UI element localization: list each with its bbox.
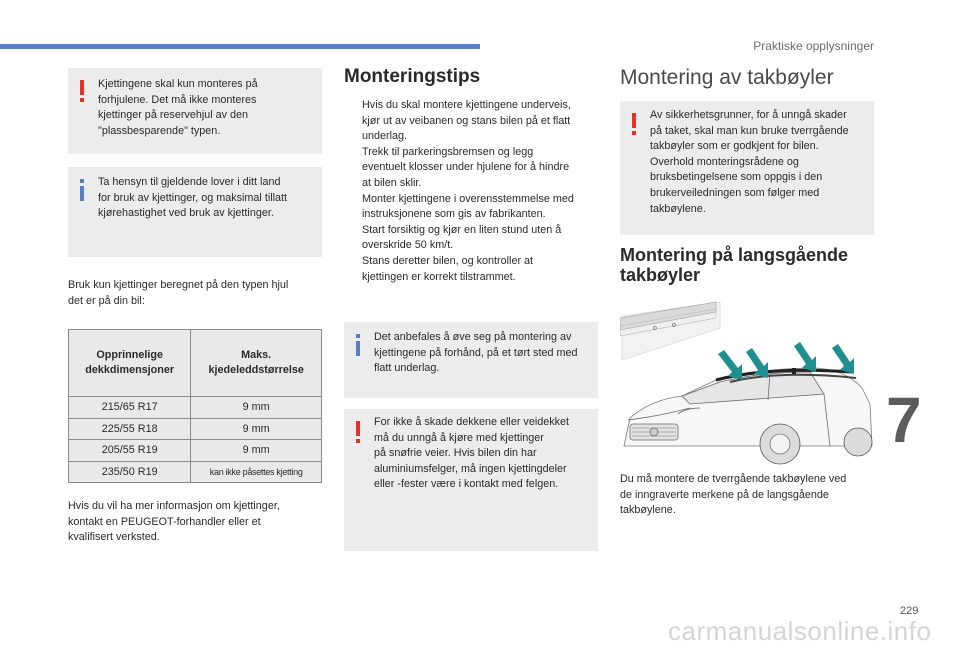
column-header-tyre-size: Opprinnelige dekkdimensjoner — [69, 330, 191, 397]
svg-text:o: o — [672, 322, 676, 329]
table-cell: 225/55 R18 — [69, 418, 191, 440]
info-box-practice — [344, 322, 598, 398]
table-cell: 9 mm — [191, 397, 322, 419]
car-illustration — [624, 368, 872, 464]
warning-text: Kjettingene skal kun monteres på forhjulene. Det må ikke monteres kjettinger på reservehjul av den "plassbesparende" typen. — [98, 78, 258, 137]
roof-bar-caption: Du må montere de tverrgående takbøylene ved de inngraverte merkene på de langsgående takbøylene. — [620, 473, 847, 517]
table-row — [69, 440, 322, 462]
warning-text: For ikke å skade dekkene eller veidekket må du unngå å kjøre med kjettinger på snøfrie veier. Hvis bilen din har aluminiumsfelger, må ingen kjettingdeler eller -fester være i kontakt med felgen. — [374, 416, 570, 491]
info-icon — [356, 334, 361, 356]
list-item: Monter kjettingene i overensstemmelse med instruksjonene som gis av fabrikanten. — [362, 192, 574, 221]
roof-bar-illustration — [620, 296, 874, 466]
section-title: Praktiske opplysninger — [753, 39, 874, 53]
page-number: 229 — [900, 605, 919, 617]
chapter-tab[interactable] — [886, 384, 960, 472]
info-text: Ta hensyn til gjeldende lover i ditt land for bruk av kjettinger, og maksimal tillatt kjørehastighet ved bruk av kjettinger. — [98, 176, 288, 220]
table-row — [69, 461, 322, 483]
warning-icon — [80, 80, 85, 102]
table-cell: 9 mm — [191, 440, 322, 462]
table-cell: 235/50 R19 — [69, 461, 191, 483]
list-item: Trekk til parkeringsbremsen og legg eventuelt klosser under hjulene for å hindre at bilen sklir. — [362, 145, 570, 189]
warning-box-snowfree — [344, 409, 598, 551]
warning-box-roof-safety — [620, 101, 874, 235]
arrow-icon — [718, 350, 742, 380]
warning-icon — [356, 421, 361, 443]
svg-text:o: o — [653, 325, 657, 332]
table-row — [69, 418, 322, 440]
list-item: Start forsiktig og kjør en liten stund uten å overskride 50 km/t. — [362, 223, 562, 252]
heading-roof-bars: Montering av takbøyler — [620, 66, 834, 89]
info-box-laws — [68, 167, 322, 257]
table-cell: 205/55 R19 — [69, 440, 191, 462]
list-item: Hvis du skal montere kjettingene underveis, kjør ut av veibanen og stans bilen på et flatt underlag. — [362, 99, 571, 143]
table-intro: Bruk kun kjettinger beregnet på den typen hjul det er på din bil: — [68, 279, 289, 307]
heading-mounting-tips: Monteringstips — [344, 66, 481, 87]
warning-icon — [632, 113, 637, 135]
list-item: Stans deretter bilen, og kontroller at kjettingen er korrekt tilstrammet. — [362, 254, 534, 283]
warning-text: Av sikkerhetsgrunner, for å unngå skader på taket, skal man kun bruke tverrgående takbøyler som er godkjent for bilen. Overhold monteringsrådene og bruksbetingelsene som oppgis i den brukerveiledningen som følger med takbøylene. — [650, 109, 849, 215]
header-accent-bar — [0, 44, 480, 49]
info-text: Det anbefales å øve seg på montering av kjettingene på forhånd, på et tørt sted med flatt underlag. — [374, 331, 578, 375]
watermark: carmanualsonline.info — [668, 616, 932, 646]
table-cell: kan ikke påsettes kjetting — [191, 461, 322, 483]
table-row — [69, 397, 322, 419]
tips-list — [344, 98, 600, 285]
warning-box-chains-front — [68, 68, 322, 154]
column-header-link-size: Maks. kjedeleddstørrelse — [191, 330, 322, 397]
table-cell: 9 mm — [191, 418, 322, 440]
table-cell: 215/65 R17 — [69, 397, 191, 419]
table-outro: Hvis du vil ha mer informasjon om kjettinger, kontakt en PEUGEOT-forhandler eller et kvalifisert verksted. — [68, 500, 280, 544]
chapter-number: 7 — [886, 384, 922, 456]
info-icon — [80, 179, 85, 201]
roof-rail-detail — [620, 302, 720, 360]
arrow-icon — [794, 342, 816, 372]
subheading-longitudinal-bars: Montering på langsgående takbøyler — [620, 245, 849, 285]
tyre-chain-table — [68, 329, 322, 483]
